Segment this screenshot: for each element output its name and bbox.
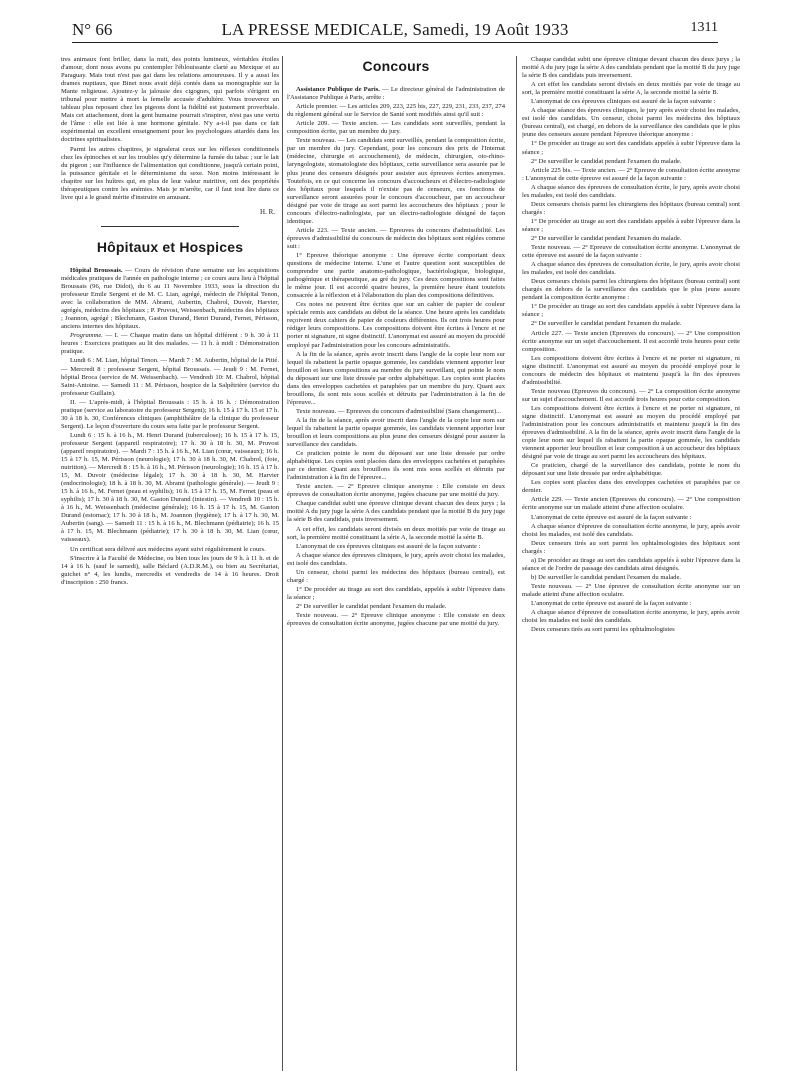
paragraph: Texte nouveau. — 2° Epreuve de consultation écrite anonyme. L'anonymat de cette épreuve est assuré de la façon suivante : [522,244,740,260]
paragraph: Article 227. — Texte ancien (Epreuves du concours). — 2° Une composition écrite anonyme sur un sujet d'accouchement. Il est accordé trois heures pour cette composition. [522,329,740,353]
paragraph: Deux censeurs tirés au sort parmi les ophtalmologistes des hôpitaux sont chargés : [522,539,740,555]
paragraph: 2° De surveiller le candidat pendant l'examen du malade. [531,157,682,165]
paragraph: Ces notes ne peuvent être écrites que sur un cahier de papier de couleur spéciale remis aux candidats au début de la séance. Une heure après les candidats reçoivent deux cahiers de papier de couleurs différentes. Ils ont trois heures pour rédiger leurs compositions. Les compositions doivent être écrites à l'encre et ne porter ni signature, ni signe distinctif. L'anonymat est assuré au moyen du procédé employé par l'administration pour les concours administratifs. [287,301,505,349]
column-left [61,56,279,1076]
paragraph: Les compositions doivent être écrites à l'encre et ne porter ni signature, ni signe distinctif. L'anonymat est assuré au moyen du procédé employé pour le concours de médecin des hôpitaux et maintenu jusqu'à la fin des épreuves d'admissibilité. [522,354,740,386]
paragraph: L'anonymat de ces épreuves cliniques est assuré de la façon suivante : [531,98,716,106]
page-number: 1311 [690,20,718,35]
paragraph: Les copies sont placées dans des enveloppes cachetées et paraphées par ce dernier. [522,479,740,495]
paragraph: a) De procéder au tirage au sort des candidats appelés à subir l'épreuve dans la séance et de l'ordre de passage des candidats ainsi désignés. [522,556,740,572]
issue-number: N° 66 [72,20,113,39]
author-signature: H. R. [260,207,275,216]
paragraph: A chaque séance d'épreuve de consultation écrite anonyme, le jury, après avoir choisi les malades, est isolé des candidats. [522,522,740,538]
paragraph: 1° De procéder au tirage au sort des candidats, appelés à subir l'épreuve dans la séance ; [287,585,505,601]
paragraph: Deux censeurs choisis parmi les chirurgiens des hôpitaux (bureau central) sont chargés en dehors de la surveillance des candidats que le plus jeune assure pendant la composition écrite anonyme : [522,278,740,302]
paragraph: 2° De surveiller le candidat pendant l'examen du malade. [531,234,682,242]
paragraph: 1° De procéder au tirage au sort des candidats appelés à subir l'épreuve dans la séance ; [522,303,740,319]
paragraph: L'anonymat de ces épreuves cliniques est assuré de la façon suivante : [296,542,481,550]
paragraph: 2° De surveiller le candidat pendant l'examen du malade. [296,602,447,610]
paragraph: S'inscrire à la Faculté de Médecine, ou bien tous les jours de 9 h. à 11 h. et de 14 à 16 h. (sauf le samedi), salle Béclard (A.D.R.M.), ou bien au Secrétariat, guichet n° 4, les lundis, mercredis et vendredis de 14 à 16 heures. Droit d'inscription : 250 francs. [61,554,279,586]
paragraph: Article 225 bis. — Texte ancien. — 2° Epreuve de consultation écrite anonyme : L'anonymat de cette épreuve est assuré de la façon suivante : [522,166,740,182]
paragraph: Les compositions doivent être écrites à l'encre et ne porter ni signature, ni signe distinctif. L'anonymat est assuré au moyen du procédé employé par l'administration pour les concours administratifs et maintenu jusqu'à la fin des épreuves d'admissibilité. A la fin de la séance, après avoir inscrit dans l'angle de la copie leur nom sur lequel ils rabattent la partie opaque gommée, les candidats viennent apporter leur brouillon et leur composition à un accoucheur des hôpitaux désigné par voie de tirage au sort parmi les accoucheurs des hôpitaux. [522,404,740,461]
section-title-concours: Concours [362,58,430,74]
paragraph: Texte nouveau. — 2° Epreuve clinique anonyme : Elle consiste en deux épreuves de consultation écrite anonyme, jugées chacune par une moitié du jury. [287,612,505,628]
paragraph: 1° Epreuve théorique anonyme : Une épreuve écrite comportant deux questions de médecine interne. L'une et l'autre question sont susceptibles de comprendre une partie anatomo-pathologique, bactériologique, biologique, pathogénique et thérapeutique, au gré du jury. Ces deux compositions sont faites le même jour. Il est accordé quatre heures, la première heure étant toutefois consacrée à la réflexion et à l'élaboration du plan des compositions définitives. [287,251,505,300]
paragraph: Deux censeurs choisis parmi les chirurgiens des hôpitaux (bureau central) sont chargés : [522,200,740,216]
paragraph: 2° De surveiller le candidat pendant l'examen du malade. [531,320,682,328]
paragraph: A chaque séance des épreuves cliniques, le jury après avoir choisi les malades, est isolé des candidats. Un censeur, choisi parmi les médecins des hôpitaux (bureau central), est chargé, en dehors de la surveillance des candidats que le plus jeune des censeurs assure pendant l'épreuve théorique anonyme : [522,107,740,139]
paragraph: Article 223. — Texte ancien. — Epreuves du concours d'admissibilité. Les épreuves d'admissibilité du concours de médecin des hôpitaux sont réglées comme suit : [287,226,505,250]
page-header [72,20,718,43]
hopital-broussais-title: Hôpital Broussais. [70,266,123,274]
paragraph: A cet effet les candidats seront divisés en deux moitiés par voie de tirage au sort, la première moitié constituant la série A, la seconde moitié la série B. [522,81,740,97]
column-divider [282,56,283,1071]
paragraph: b) De surveiller le candidat pendant l'examen du malade. [531,573,682,581]
paragraph: A la fin de la séance, après avoir inscrit dans l'angle de la copie leur nom sur lequel ils rabattent la partie opaque gommée, les candidats viennent apporter leur brouillon et leurs compositions au membre du jury surveillant, qui pointe le nom du déposant sur une liste dressée par ordre alphabétique. Les copies sont placées dans des enveloppes cachetées et paraphées par un membre du jury. Quant aux brouillons, ils sont mis sous scellés et détruits par l'administration à la fin de l'épreuve... [287,350,505,406]
paragraph: A chaque séance des épreuves de consultation écrite, le jury, après avoir choisi les malades, est isolé des candidats. [522,261,740,277]
paragraph: Un censeur, choisi parmi les médecins des hôpitaux (bureau central), est chargé : [287,568,505,584]
paragraph: Chaque candidat subit une épreuve clinique devant chacun des deux jurys ; la moitié A du jury juge la série A des candidats pendant que la moitié B du jury juge la série B des candidats puis inversement. [522,56,740,80]
paragraph: Article premier. — Les articles 209, 223, 225 bis, 227, 229, 231, 233, 237, 274 du règlement général sur le Service de Santé sont modifiés ainsi qu'il suit : [287,103,505,119]
column-middle [287,56,505,1076]
paragraph: Texte nouveau (Epreuves du concours). — 2° La composition écrite anonyme sur un sujet d'accouchement. Il est accordé trois heures pour cette composition. [522,387,740,403]
section-title-hopitaux: Hôpitaux et Hospices [96,238,244,255]
paragraph: tres animaux font briller, dans la nuit, des points lumineux, véritables étoiles d'amour, dont nous avons pu contempler l'éblouissante clarté au Mexique et au Paraguay. Mais tout n'est pas gai dans les relations amoureuses. Il y a aussi les drames nuptiaux, que Binet nous avait déjà contés dans sa monographie sur la Mante religieuse. Ajoutez-y la jalousie des cigognes, qui parfois s'érigent en tribunal pour mettre à mort la femelle accusée d'adultère. Vous trouverez un tableau plus reposant chez les pigeons dont la fidélité est justement proverbiale. Mais cet attachement, dont la gent humaine pourrait s'inspirer, n'est pas une vertu de l'âme : elle est liée à une hormone génitale. N'y a-t-il pas dans ce fait expérimental un excellent enseignement pour les psychologues attardés dans les doctrines spiritualistes. [61,56,279,144]
column-right [522,56,740,1076]
paragraph: Article 209. — Texte ancien. — Les candidats sont surveillés, pendant la composition écrite, par un membre du jury. [287,120,505,136]
paragraph: Texte nouveau. — Epreuves du concours d'admissibilité (Sans changement)... [296,407,502,415]
paragraph: Texte nouveau. — Les candidats sont surveillés, pendant la composition écrite, par un membre du jury. Cependant, pour les concours des prix de l'Internat (médecine, chirurgie et accouchement), de médecin, chirurgien, oto-rhino-laryngologiste, stomatologiste des hôpitaux, cette surveillance sera assurée par le plus jeune des censeurs désignés pour assister aux épreuves écrites anonymes. Toutefois, en ce qui concerne les concours d'accoucheurs et d'électro-radiologiste des hôpitaux pour lesquels il n'existe pas de censeurs, ces fonctions de surveillance seront assurées pour le concours d'accoucheur, par un accoucheur désigné par voie de tirage au sort parmi les accoucheurs des hôpitaux ; pour le concours d'électro-radiologiste, par un électro-radiologiste désigné de façon identique. [287,137,505,225]
journal-title: LA PRESSE MEDICALE, Samedi, 19 Août 1933 [221,20,569,39]
programme-text: — I. — Chaque matin dans un hôpital différent : 9 h. 30 à 11 heures : Exercices pratiques au lit des malades. — 11 h. à midi : Démonstration pratique. [61,332,279,356]
paragraph: L'anonymat de cette épreuve est assuré de la façon suivante : [531,513,692,521]
schedule-morning: Lundi 6 : M. Lian, hôpital Tenon. — Mardi 7 : M. Aubertin, hôpital de la Pitié. — Mercredi 8 : professeur Sergent, hôpital Broussais. — Jeudi 9 : M. Fernet, hôpital Broca (service de M. Weissenbach). — Vendredi 10: M. Chabrol, hôpital Saint-Antoine. — Samedi 11 : M. Périsson, hospice de la Salpêtrière (service du professeur Guillain). [61,357,279,397]
paragraph: A chaque séance des épreuves cliniques, le jury, après avoir choisi les malades, est isolé des candidats. [287,551,505,567]
paragraph: A chaque séance des épreuves de consultation écrite, le jury, après avoir choisi les malades, est isolé des candidats. [522,183,740,199]
column-divider [516,56,517,1071]
paragraph: A cet effet, les candidats seront divisés en deux moitiés par voie de tirage au sort, la première moitié constituant la série A, la seconde moitié la série B. [287,525,505,541]
paragraph: Ce praticien pointe le nom du déposant sur une liste dressée par ordre alphabétique. Les copies sont placées dans des enveloppes cachetées et paraphées par ce dernier. Quant aux brouillons ils sont mis sous scellés et détruits par l'administration à la fin de l'épreuve... [287,450,505,482]
paragraph: A chaque séance d'épreuve de consultation écrite anonyme, le jury, après avoir choisi les malades est isolé des candidats. [522,609,740,625]
paragraph: II. — L'après-midi, à l'hôpital Broussais : 15 h. à 16 h. : Démonstration pratique (service au laboratoire du professeur Sergent); 16 h. 15 à 17 h. 15 et 17 h. 30 à 18 h. 30, Conférences cliniques (amphithéâtre de la clinique du professeur Sergent). Le leçon d'ouverture du cours sera faite par le professeur Sergent. [61,398,279,430]
paragraph: L'anonymat de cette épreuve est assuré de la façon suivante : [531,600,692,607]
paragraph: Un certificat sera délivré aux médecins ayant suivi régulièrement le cours. [70,545,266,553]
paragraph: Ce praticien, chargé de la surveillance des candidats, pointe le nom du déposant sur une liste dressée par ordre alphabétique. [522,462,740,478]
paragraph: Article 229. — Texte ancien (Epreuves du concours). — 2° Une composition écrite anonyme sur un malade atteint d'une affection oculaire. [522,496,740,512]
programme-label: Programme. [70,332,103,340]
section-divider [101,226,239,227]
paragraph: Deux censeurs tirés au sort parmi les ophtalmologistes [531,626,675,634]
schedule-afternoon: Lundi 6 : 15 h. à 16 h., M. Henri Durand (tuberculose); 16 h. 15 à 17 h. 15, professeur Sergent (appareil respiratoire); 17 h. 30 à 18 h. 30, M. Pruvost (appareil respiratoire). — Mardi 7 : 15 h. à 16 h., M. Lian (cœur, vaisseaux); 16 h. 15 à 17 h. 15, M. Périsson (neurologie); 17 h. 30 à 18 h. 30, M. Chabrol, (foie, nutrition). — Mercredi 8 : 15 h. à 16 h., M. Périsson (neurologie); 16 h. 15 à 17 h. 15, M. Duvoir (médecine légale); 17 h. 30 à 18 h. 30, M. Harvier (endocrinologie); 18 h. à 18 h. 30, M. Abrami (pathologie générale). — Jeudi 9 : 15 h. à 16 h., M. Fernet (peau et syphilis); 16 h. 15 à 17 h. 15, M. Fernet (peau et syphilis); 17 h. 30 à 18 h. 30, M. Gaston Durand (intestin). — Vendredi 10 : 15 h. à 16 h., M. Weissenbach (médecine générale); 16 h. 15 à 17 h. 15, M. Gaston Durand (estomac); 17 h. 30 à 18 h., M. Joannon (hygiène); 17 h. à 17 h. 30, M. Aubertin (sang). — Samedi 11 : 15 h. à 16 h., M. Blechmann (pédiatrie); 16 h. 15 à 17 h. 15, M. Blechmann (pédiatrie); 17 h. 30 à 18 h. 30, M. Lian (cœur, vaisseaux). [61,431,279,544]
assistance-publique-intro: — Le directeur général de l'administration de l'Assistance Publique à Paris, arrête : [287,86,505,102]
paragraph: Texte ancien. — 2° Epreuve clinique anonyme : Elle consiste en deux épreuves de consultation écrite anonyme, jugées chacune par une moitié du jury. [287,483,505,499]
assistance-publique-title: Assistance Publique de Paris. [296,86,380,94]
paragraph: 1° De procéder au tirage au sort des candidats appelés à subir l'épreuve dans la séance ; [522,217,740,233]
paragraph: Parmi les autres chapitres, je signalerai ceux sur les réflexes conditionnels chez les épinoches et sur les troubles qu'y détermine la fumée du tabac ; sur le lait du pigeon ; sur l'influence de l'alimentation qui conditionne, jusqu'à certain point, la puissance génitale et le déterminisme du sexe. Non moins intéressant le chapitre sur les huîtres qui, en plus de leur valeur nutritive, ont des propriétés thérapeutiques contre les anémies. Mais je m'arrête, car il faut tout lire dans ce livre qui a le grand mérite d'instruire en amusant. [61,145,279,201]
hopital-intro: — Cours de révision d'une semaine sur les acquisitions médicales pratiques de l'année en pathologie interne ; ce cours aura lieu à l'hôpital Broussais (96, rue Didot), du 6 au 11 Novembre 1933, sous la direction du professeur Emile Sergent et de M. C. Lian, agrégé, médecin de l'hôpital Tenon, avec la collaboration de MM. Abrami, Aubertin, Chabrol, Duvoir, Harvier, agrégés, médecins des hôpitaux ; P. Pruvost, Weissenbach, médecins des hôpitaux ; Joannon, agrégé ; Blechmann, Gaston Durand, Henri Durand, Fernet, Périsson, anciens internes des hôpitaux. [61,266,279,331]
paragraph: 1° De procéder au tirage au sort des candidats appelés à subir l'épreuve dans la séance ; [522,140,740,156]
paragraph: Chaque candidat subit une épreuve clinique devant chacun des deux jurys ; la moitié A du jury juge la série A des candidats pendant que la moitié B du jury juge la série B des candidats, puis inversement. [287,500,505,524]
paragraph: Texte nouveau. — 2° Une épreuve de consultation écrite anonyme sur un malade atteint d'une affection oculaire. [522,582,740,598]
paragraph: A la fin de la séance, après avoir inscrit dans l'angle de la copie leur nom sur lequel ils rabattent la partie opaque gommée, les candidats viennent apporter leur brouillon et leurs compositions au plus jeune des censeurs désigné pour assurer la surveillance des candidats. [287,416,505,449]
